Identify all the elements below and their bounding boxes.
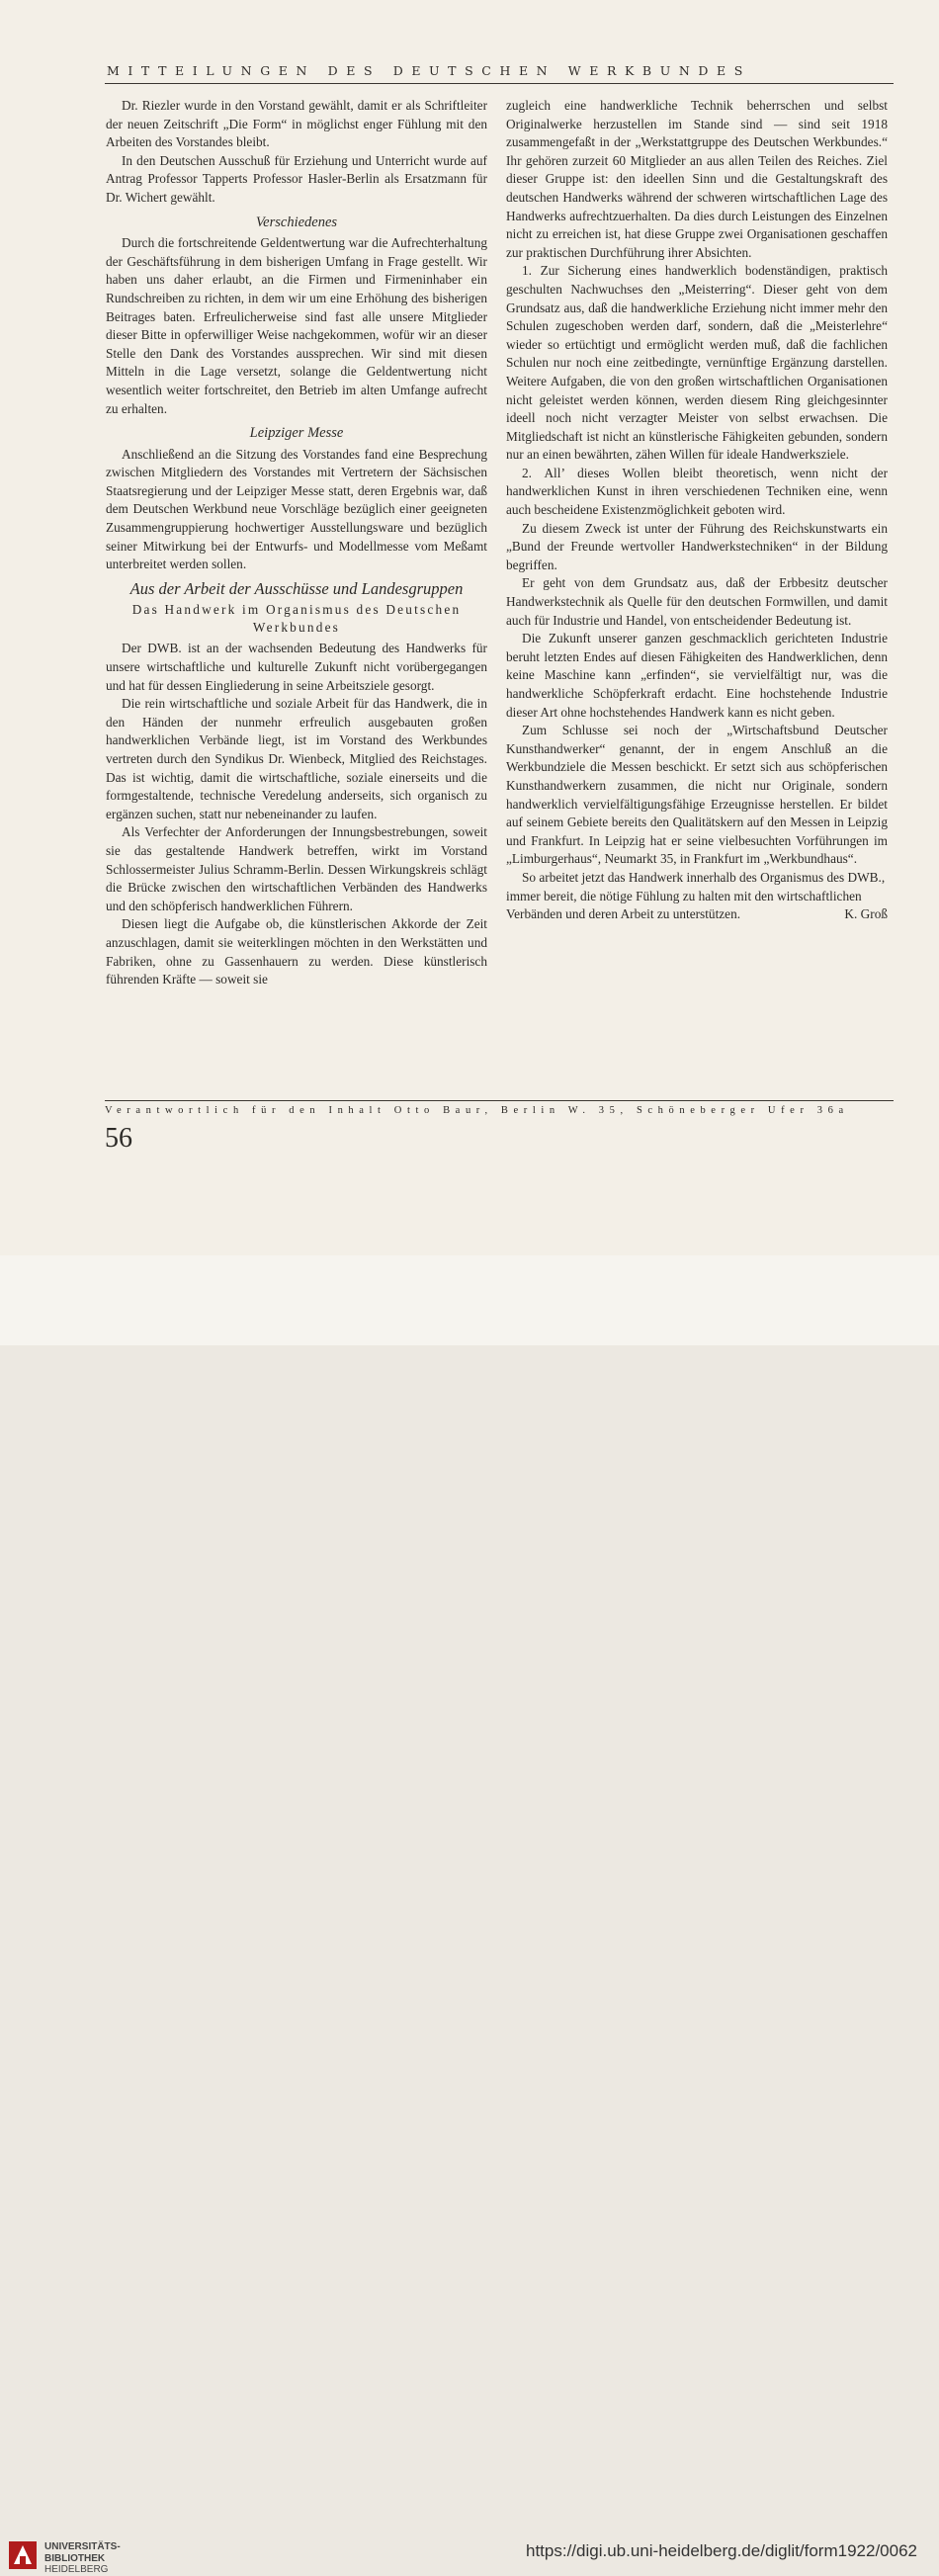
section-heading-verschiedenes: Verschiedenes bbox=[255, 214, 338, 230]
scanned-page bbox=[0, 0, 939, 1255]
paragraph: Zu diesem Zweck ist unter der Führung des Reichskunstwarts ein „Bund der Freunde wertvoller Handwerkstechniken“ in der Bildung begriffen. bbox=[506, 520, 888, 572]
paragraph: Diesen liegt die Aufgabe ob, die künstlerischen Akkorde der Zeit anzuschlagen, damit sie weiterklingen möchten in den Werkstätten und Fabriken, ohne zu Gassenhauern zu werden. Diese künstlerisch führenden Kräfte — soweit sie bbox=[106, 916, 487, 987]
paragraph: 1. Zur Sicherung eines handwerklich bodenständigen, praktisch geschulten Nachwuchses den „Meisterring“. Dieser geht von dem Grundsatz aus, daß die handwerkliche Erziehung nicht immer mehr den Schulen zugeschoben werden darf, sondern, daß die „Meisterlehre“ wieder so ertüchtigt und ermöglicht werden muß, daß die fachlichen Schulen nur noch eine zeitbedingte, vernünftige Ergänzung darstellen. Weitere Aufgaben, die von den großen wirtschaftlichen Organisationen nicht geleistet werden können, werden diesem Ring gleichgesinnter ideell noch nicht verzagter Meister von selbst erwachsen. Die Mitgliedschaft ist nicht an künstlerische Fähigkeiten gebunden, sondern nur an einen bewährten, zähen Willen für ideale Handwerksziele. bbox=[506, 263, 888, 463]
section-heading-leipziger-messe: Leipziger Messe bbox=[249, 425, 344, 442]
library-name-line: UNIVERSITÄTS- bbox=[44, 2541, 121, 2552]
library-name bbox=[44, 2541, 121, 2576]
paragraph: Die rein wirtschaftliche und soziale Arbeit für das Handwerk, die in den Händen der nunmehr erfreulich ausgebauten großen handwerklichen Verbände liegt, ist im Vorstand des Werkbundes vertreten durch den Syndikus Dr. Wienbeck, Mitglied des Reichstages. Das ist wichtig, damit die wirtschaftliche, soziale einerseits und die formgestaltende, technische Veredelung anderseits, sich organisch zu ergänzen suchen, statt nur nebeneinander zu laufen. bbox=[106, 696, 487, 821]
paragraph: Der DWB. ist an der wachsenden Bedeutung des Handwerks für unsere wirtschaftliche und kulturelle Zukunft nicht vorübergegangen und hat für dessen Eingliederung in seine Arbeitsziele gesorgt. bbox=[106, 641, 487, 693]
imprint-line: Verantwortlich für den Inhalt Otto Baur, Berlin W. 35, Schöneberger Ufer 36a bbox=[105, 1105, 849, 1116]
running-head: MITTEILUNGEN DES DEUTSCHEN WERKBUNDES bbox=[107, 63, 751, 78]
right-column bbox=[506, 97, 888, 924]
paragraph: Als Verfechter der Anforderungen der Innungsbestrebungen, soweit sie das gestaltende Handwerk betreffen, wirkt im Vorstand Schlossermeister Julius Schramm-Berlin. Dessen Wirkungskreis schlägt die Brücke zwischen den wirtschaftlichen Verbänden des Handwerks und den schöpferisch handwerklichen Führern. bbox=[106, 824, 487, 913]
paragraph: Durch die fortschreitende Geldentwertung war die Aufrechterhaltung der Geschäftsführung in dem bisherigen Umfang in Frage gestellt. Wir haben uns daher erlaubt, an die Firmen und Firmeninhaber ein Rundschreiben zu richten, in dem wir um eine Erhöhung des bisherigen Beitrages baten. Erfreulicherweise sind fast alle unsere Mitglieder dieser Bitte in opferwilliger Weise nachgekommen, wofür wir an dieser Stelle den Dank des Vorstandes aussprechen. Wir sind mit diesen Mitteln in die Lage versetzt, solange die Geldentwertung nicht wesentlich weiter fortschreitet, den Betrieb im alten Umfange aufrecht zu erhalten. bbox=[106, 235, 487, 416]
viewer-footer bbox=[0, 1255, 939, 2575]
left-column bbox=[106, 97, 487, 989]
paragraph: zugleich eine handwerkliche Technik beherrschen und selbst Originalwerke herzustellen im Stande sind — sind seit 1918 zusammengefaßt in der „Werkstattgruppe des Deutschen Werkbundes.“ Ihr gehören zurzeit 60 Mitglieder an aus allen Teilen des Reiches. Ziel dieser Gruppe ist: den ideellen Sinn und die Gestaltungskraft des deutschen Handwerks während der schweren wirtschaftlichen Lage des Handwerks aufrechtzuerhalten. Da dies durch Leistungen des Einzelnen nicht zu erreichen ist, hat diese Gruppe zwei Organisationen geschaffen zur praktischen Durchführung ihrer Absichten. bbox=[506, 98, 888, 260]
library-name-line: HEIDELBERG bbox=[44, 2564, 109, 2575]
page-number: 56 bbox=[105, 1123, 132, 1154]
paragraph: In den Deutschen Ausschuß für Erziehung und Unterricht wurde auf Antrag Professor Tapperts Professor Hasler-Berlin als Ersatzmann für Dr. Wichert gewählt. bbox=[106, 152, 487, 205]
paragraph: Dr. Riezler wurde in den Vorstand gewählt, damit er als Schriftleiter der neuen Zeitschrift „Die Form“ in möglichst enger Fühlung mit den Arbeiten des Vorstandes bleibt. bbox=[106, 98, 487, 150]
author-signature: K. Groß bbox=[844, 906, 888, 922]
paragraph bbox=[506, 869, 888, 924]
university-library-logo-icon bbox=[8, 2540, 38, 2570]
permalink-url[interactable]: https://digi.ub.uni-heidelberg.de/diglit/form1922/0062 bbox=[526, 2541, 917, 2560]
paragraph: Die Zukunft unserer ganzen geschmacklich gerichteten Industrie beruht letzten Endes auf diesen Fähigkeiten des Handwerklichen, denn keine Maschine kann „erfinden“, sie vervielfältigt nur, was die handwerkliche Schöpferkraft erdacht. Eine hochstehende Industrie dieser Art ohne hochstehendes Handwerk kann es nicht geben. bbox=[506, 631, 888, 720]
imprint-rule bbox=[105, 1100, 894, 1101]
paragraph: 2. All’ dieses Wollen bleibt theoretisch, wenn nicht der handwerklichen Kunst in ihren verschiedenen Techniken eine, wenn auch bescheidene Existenzmöglichkeit geboten wird. bbox=[506, 465, 888, 518]
closing-paragraph-text: So arbeitet jetzt das Handwerk innerhalb des Organismus des DWB., immer bereit, die nötige Fühlung zu halten mit den wirtschaftlichen Verbänden und deren Arbeit zu unterstützen. bbox=[506, 869, 886, 922]
subheading-handwerk: Das Handwerk im Organismus des Deutschen Werkbundes bbox=[131, 602, 462, 636]
paragraph: Er geht von dem Grundsatz aus, daß der Erbbesitz deutscher Handwerkstechnik als Quelle für den deutschen Formwillen, und damit auch für Industrie und Handel, von entscheidender Bedeutung ist. bbox=[506, 575, 888, 628]
header-rule bbox=[105, 83, 894, 84]
paragraph: Anschließend an die Sitzung des Vorstandes fand eine Besprechung zwischen Mitgliedern des Vorstandes mit Vertretern der Sächsischen Staatsregierung und der Leipziger Messe statt, deren Ergebnis war, daß dem Deutschen Werkbund neue Vorschläge bezüglich einer geeigneten Zusammengruppierung hochwertiger Ausstellungsware und bezüglich seiner Mitwirkung bei der Entwurfs- und Modellmesse vom Meßamt unterbreitet werden sollen. bbox=[106, 446, 487, 572]
library-name-line: BIBLIOTHEK bbox=[44, 2552, 106, 2564]
section-heading-ausschuesse: Aus der Arbeit der Ausschüsse und Landesgruppen bbox=[129, 578, 464, 598]
paragraph: Zum Schlusse sei noch der „Wirtschaftsbund Deutscher Kunsthandwerker“ genannt, der in engem Anschluß an die Werkbundziele die Messen beschickt. Er setzt sich aus schöpferischen Kunsthandwerkern zusammen, die nicht nur Originale, sondern handwerklich vervielfältigungsfähige Erzeugnisse herstellen. Er bildet auf seinem Gebiete bereits den Qualitätskern auf den Messen in Leipzig und Frankfurt. In Leipzig hat er seine vielbesuchten Vorführungen im „Limburgerhaus“, Neumarkt 35, in Frankfurt im „Werkbundhaus“. bbox=[506, 723, 888, 867]
